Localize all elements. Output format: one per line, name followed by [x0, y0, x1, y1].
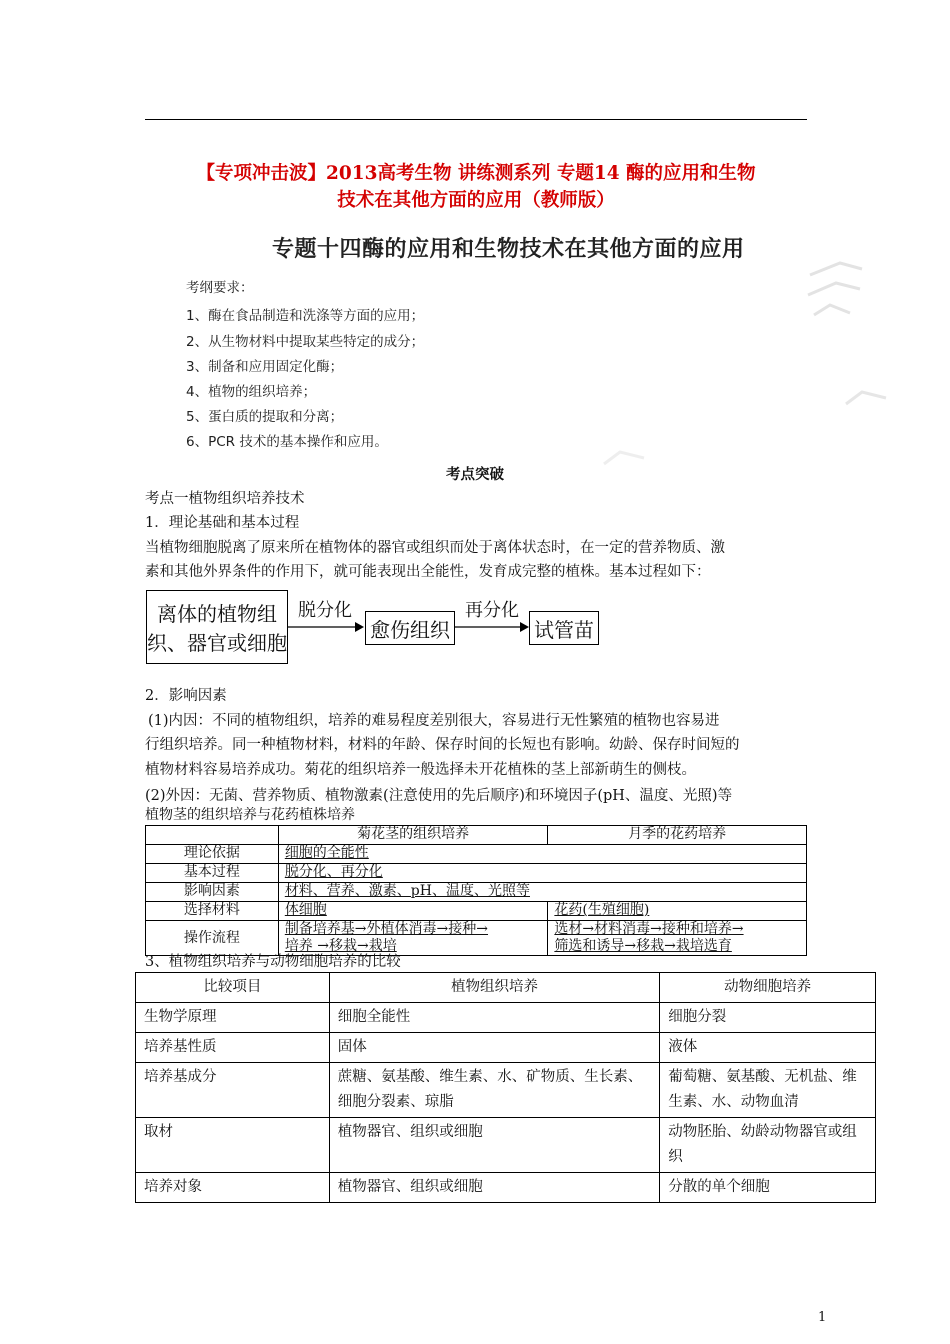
requirement-item: 4、植物的组织培养； — [186, 384, 317, 400]
paragraph-line: (1)内因：不同的植物组织，培养的难易程度差别很大，容易进行无性繁殖的植物也容易进 — [148, 713, 720, 729]
table-cell: 蔗糖、氨基酸、维生素、水、矿物质、生长素、细胞分裂素、琼脂 — [329, 1063, 660, 1118]
requirement-item: 2、从生物材料中提取某些特定的成分； — [186, 334, 425, 350]
table-cell-text: 脱分化、再分化 — [284, 864, 383, 880]
table-cell-label: 基本过程 — [146, 864, 279, 883]
paragraph-line: (2)外因：无菌、营养物质、植物激素(注意使用的先后顺序)和环境因子(pH、温度、光照)等 — [145, 788, 733, 804]
sub-heading: 1．理论基础和基本过程 — [145, 515, 300, 531]
table-header-cell: 植物组织培养 — [329, 973, 660, 1003]
paragraph-line: 当植物细胞脱离了原来所在植物体的器官或组织而处于离体状态时，在一定的营养物质、激 — [145, 540, 725, 556]
table-row — [146, 845, 807, 864]
table-cell: 葡萄糖、氨基酸、无机盐、维生素、水、动物血清 — [660, 1063, 876, 1118]
flow-box-text: 离体的植物组 — [157, 602, 277, 626]
requirement-item: 5、蛋白质的提取和分离； — [186, 409, 344, 425]
table-cell: 分散的单个细胞 — [660, 1173, 876, 1203]
table-cell-label: 影响因素 — [146, 883, 279, 902]
paragraph-line: 行组织培养。同一种植物材料，材料的年龄、保存时间的长短也有影响。幼龄、保存时间短的 — [145, 737, 740, 753]
flow-box-text: 愈伤组织 — [370, 617, 450, 642]
comparison-table — [135, 972, 876, 1203]
table-header-cell: 比较项目 — [136, 973, 330, 1003]
point-heading: 考点一植物组织培养技术 — [145, 491, 305, 507]
section-heading: 考点突破 — [446, 466, 504, 483]
table-cell-text: 培养 →移栽→栽培 — [284, 938, 397, 954]
table-cell — [548, 921, 807, 956]
table-row — [136, 1173, 876, 1203]
table-header-cell: 动物细胞培养 — [660, 973, 876, 1003]
table-cell: 植物器官、组织或细胞 — [329, 1118, 660, 1173]
table-cell: 动物胚胎、幼龄动物器官或组织 — [660, 1118, 876, 1173]
table-cell — [278, 902, 548, 921]
table-cell — [278, 864, 806, 883]
table-cell-text: 筛选和诱导→移栽→栽培选育 — [554, 938, 732, 954]
header-rule — [145, 119, 807, 120]
flow-box-text: 试管苗 — [534, 617, 594, 642]
table-caption: 植物茎的组织培养与花药植株培养 — [145, 807, 355, 823]
table-row — [136, 1063, 876, 1118]
watermark-mark — [842, 384, 890, 414]
image-heading: 专题十四酶的应用和生物技术在其他方面的应用 — [272, 237, 745, 262]
table-cell — [278, 845, 806, 864]
table-cell-text: 选材→材料消毒→接种和培养→ — [554, 921, 744, 937]
sub-heading: 3、植物组织培养与动物细胞培养的比较 — [145, 954, 401, 970]
requirements-label: 考纲要求： — [186, 280, 254, 296]
table-cell: 培养基成分 — [136, 1063, 330, 1118]
table-cell-text: 花药(生殖细胞) — [554, 902, 650, 918]
flow-arrow-icon — [287, 620, 365, 634]
doc-title-line2: 技术在其他方面的应用（教师版） — [337, 190, 615, 211]
table-cell: 培养对象 — [136, 1173, 330, 1203]
table-header-cell: 菊花茎的组织培养 — [278, 826, 548, 845]
flow-box-plantlet — [529, 611, 599, 645]
table-cell-text: 细胞的全能性 — [284, 845, 369, 861]
watermark-logo — [800, 255, 872, 335]
sub-heading: 2．影响因素 — [145, 688, 227, 704]
table-cell: 培养基性质 — [136, 1033, 330, 1063]
culture-table — [145, 825, 807, 956]
table-header-row — [146, 826, 807, 845]
table-cell — [548, 902, 807, 921]
flow-arrow-label: 脱分化 — [298, 600, 352, 621]
flow-box-explant — [146, 590, 288, 664]
table-row — [136, 1003, 876, 1033]
table-cell-text: 制备培养基→外植体消毒→接种→ — [284, 921, 489, 937]
table-row — [146, 864, 807, 883]
flow-arrow-label: 再分化 — [465, 600, 519, 621]
doc-title-line1: 【专项冲击波】2013高考生物 讲练测系列 专题14 酶的应用和生物 — [196, 163, 756, 184]
table-cell-label: 选择材料 — [146, 902, 279, 921]
flow-arrow-icon — [454, 620, 530, 634]
table-row — [146, 883, 807, 902]
table-cell: 固体 — [329, 1033, 660, 1063]
table-cell: 细胞分裂 — [660, 1003, 876, 1033]
table-cell-text: 材料、营养、激素、pH、温度、光照等 — [284, 883, 530, 899]
table-cell — [278, 883, 806, 902]
table-cell: 植物器官、组织或细胞 — [329, 1173, 660, 1203]
flow-box-callus — [365, 611, 455, 645]
table-cell: 生物学原理 — [136, 1003, 330, 1033]
table-cell-label: 理论依据 — [146, 845, 279, 864]
requirement-item: 6、PCR 技术的基本操作和应用。 — [186, 434, 388, 450]
page-number: 1 — [818, 1310, 827, 1325]
paragraph-line: 植物材料容易培养成功。菊花的组织培养一般选择未开花植株的茎上部新萌生的侧枝。 — [145, 762, 696, 778]
table-cell-label: 操作流程 — [146, 921, 279, 956]
requirement-item: 1、酶在食品制造和洗涤等方面的应用； — [186, 308, 425, 324]
table-cell: 细胞全能性 — [329, 1003, 660, 1033]
table-row — [146, 902, 807, 921]
table-cell: 取材 — [136, 1118, 330, 1173]
table-header-cell — [146, 826, 279, 845]
requirement-item: 3、制备和应用固定化酶； — [186, 359, 344, 375]
table-header-row — [136, 973, 876, 1003]
table-row — [136, 1118, 876, 1173]
paragraph-line: 素和其他外界条件的作用下，就可能表现出全能性，发育成完整的植株。基本过程如下： — [145, 564, 711, 580]
table-cell: 液体 — [660, 1033, 876, 1063]
table-cell-text: 体细胞 — [284, 902, 327, 918]
table-header-cell: 月季的花药培养 — [548, 826, 807, 845]
table-row — [136, 1033, 876, 1063]
flow-box-text: 织、器官或细胞 — [147, 631, 287, 655]
